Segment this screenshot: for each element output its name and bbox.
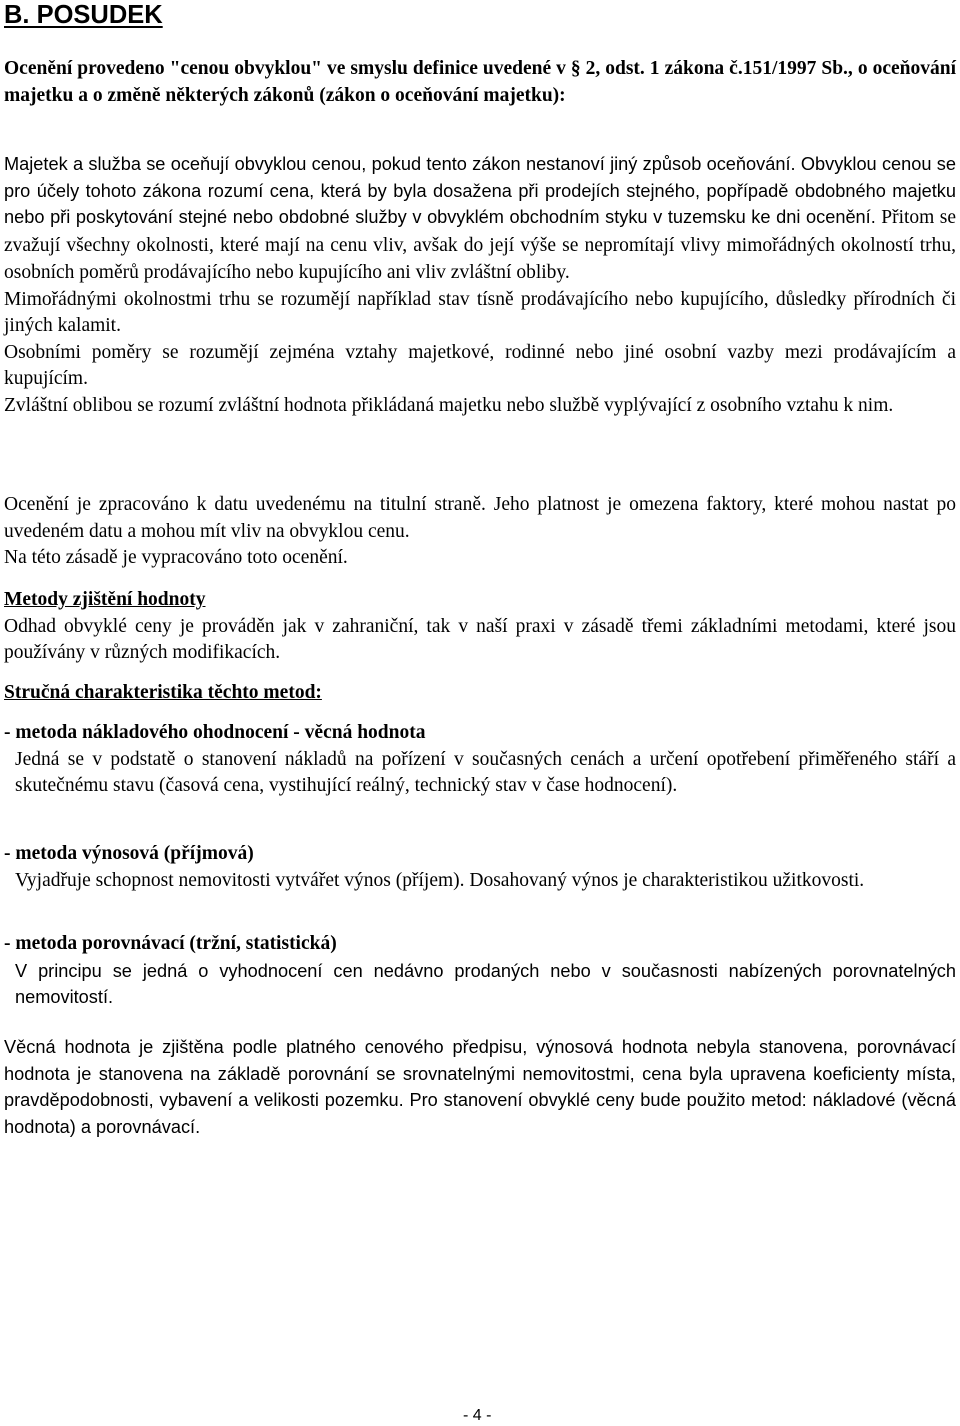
law-definition bbox=[4, 151, 956, 419]
validity-paragraph-1: Ocenění je zpracováno k datu uvedenému na titulní straně. Jeho platnost je omezena faktory, které mohou nastat po uvedeném datu a mohou mít vliv na obvyklou cenu. bbox=[4, 494, 956, 542]
method-heading: - metoda porovnávací (tržní, statistická) bbox=[4, 933, 337, 954]
characteristics-heading: Stručná charakteristika těchto metod: bbox=[4, 682, 322, 703]
law-paragraph-4: Zvláštní oblibou se rozumí zvláštní hodnota přikládaná majetku nebo službě vyplývající z osobního vztahu k nim. bbox=[4, 394, 894, 416]
validity-paragraph-2: Na této zásadě je vypracováno toto ocenění. bbox=[4, 547, 348, 568]
method-text: Jedná se v podstatě o stanovení nákladů na pořízení v současných cenách a určení opotřebení přiměřeného stáří a skutečnému stavu (časová cena, vystihující reálný, technický stav v čase hodnocení). bbox=[15, 748, 956, 796]
page-title: B. POSUDEK bbox=[4, 1, 163, 29]
law-paragraph-3: Osobními poměry se rozumějí zejména vztahy majetkové, rodinné nebo jiné osobní vazby mezi prodávajícím a kupujícím. bbox=[4, 341, 956, 389]
law-paragraph-2: Mimořádnými okolnostmi trhu se rozumějí například stav tísně prodávajícího nebo kupujícího, důsledky přírodních či jiných kalamit. bbox=[4, 288, 956, 336]
method-item-comparison bbox=[4, 931, 956, 1011]
method-text: V principu se jedná o vyhodnocení cen nedávno prodaných nebo v současnosti nabízených porovnatelných nemovitostí. bbox=[15, 960, 956, 1007]
method-heading: - metoda nákladového ohodnocení - věcná hodnota bbox=[4, 722, 426, 743]
intro-paragraph: Ocenění provedeno "cenou obvyklou" ve smyslu definice uvedené v § 2, odst. 1 zákona č.151/1997 Sb., o oceňování majetku a o změně některých zákonů (zákon o oceňování majetku): bbox=[4, 58, 956, 106]
conclusion-paragraph: Věcná hodnota je zjištěna podle platného cenového předpisu, výnosová hodnota nebyla stanovena, porovnávací hodnota je stanovena na základě porovnání se srovnatelnými nemovitostmi, cena byla upravena koeficienty místa, pravděpodobnosti, vybavení a velikosti pozemku. Pro stanovení obvyklé ceny bude použito metod: nákladové (věcná hodnota) a porovnávací. bbox=[4, 1037, 956, 1137]
page-number: - 4 - bbox=[463, 1407, 492, 1424]
law-text-sans: Majetek a služba se oceňují obvyklou cenou, pokud tento zákon nestanoví jiný způsob oceňování. Obvyklou cenou se pro účely tohoto zákona rozumí cena, která by byla dosažena při prodejích stejného, popřípadě obdobného majetku nebo při poskytování stejné nebo obdobné služby v obvyklém obchodním styku v tuzemsku ke dni ocenění. bbox=[4, 154, 956, 227]
validity-section bbox=[4, 492, 956, 572]
law-paragraph-1 bbox=[4, 151, 956, 287]
method-text: Vyjadřuje schopnost nemovitosti vytvářet výnos (příjem). Dosahovaný výnos je charakteristikou užitkovosti. bbox=[15, 869, 865, 891]
method-item-income bbox=[4, 841, 956, 894]
methods-text: Odhad obvyklé ceny je prováděn jak v zahraniční, tak v naší praxi v zásadě třemi základními metodami, které jsou používány v různých modifikacích. bbox=[4, 615, 956, 663]
law-text-serif: Přitom se zvažují všechny okolnosti, které mají na cenu vliv, avšak do její výše se nepromítají vlivy mimořádných okolností trhu, osobních poměrů prodávajícího nebo kupujícího ani vliv zvláštní obliby. bbox=[4, 207, 956, 283]
methods-heading: Metody zjištění hodnoty bbox=[4, 589, 206, 610]
method-heading: - metoda výnosová (příjmová) bbox=[4, 843, 254, 864]
method-item-cost bbox=[4, 720, 956, 800]
methods-section bbox=[4, 587, 956, 667]
